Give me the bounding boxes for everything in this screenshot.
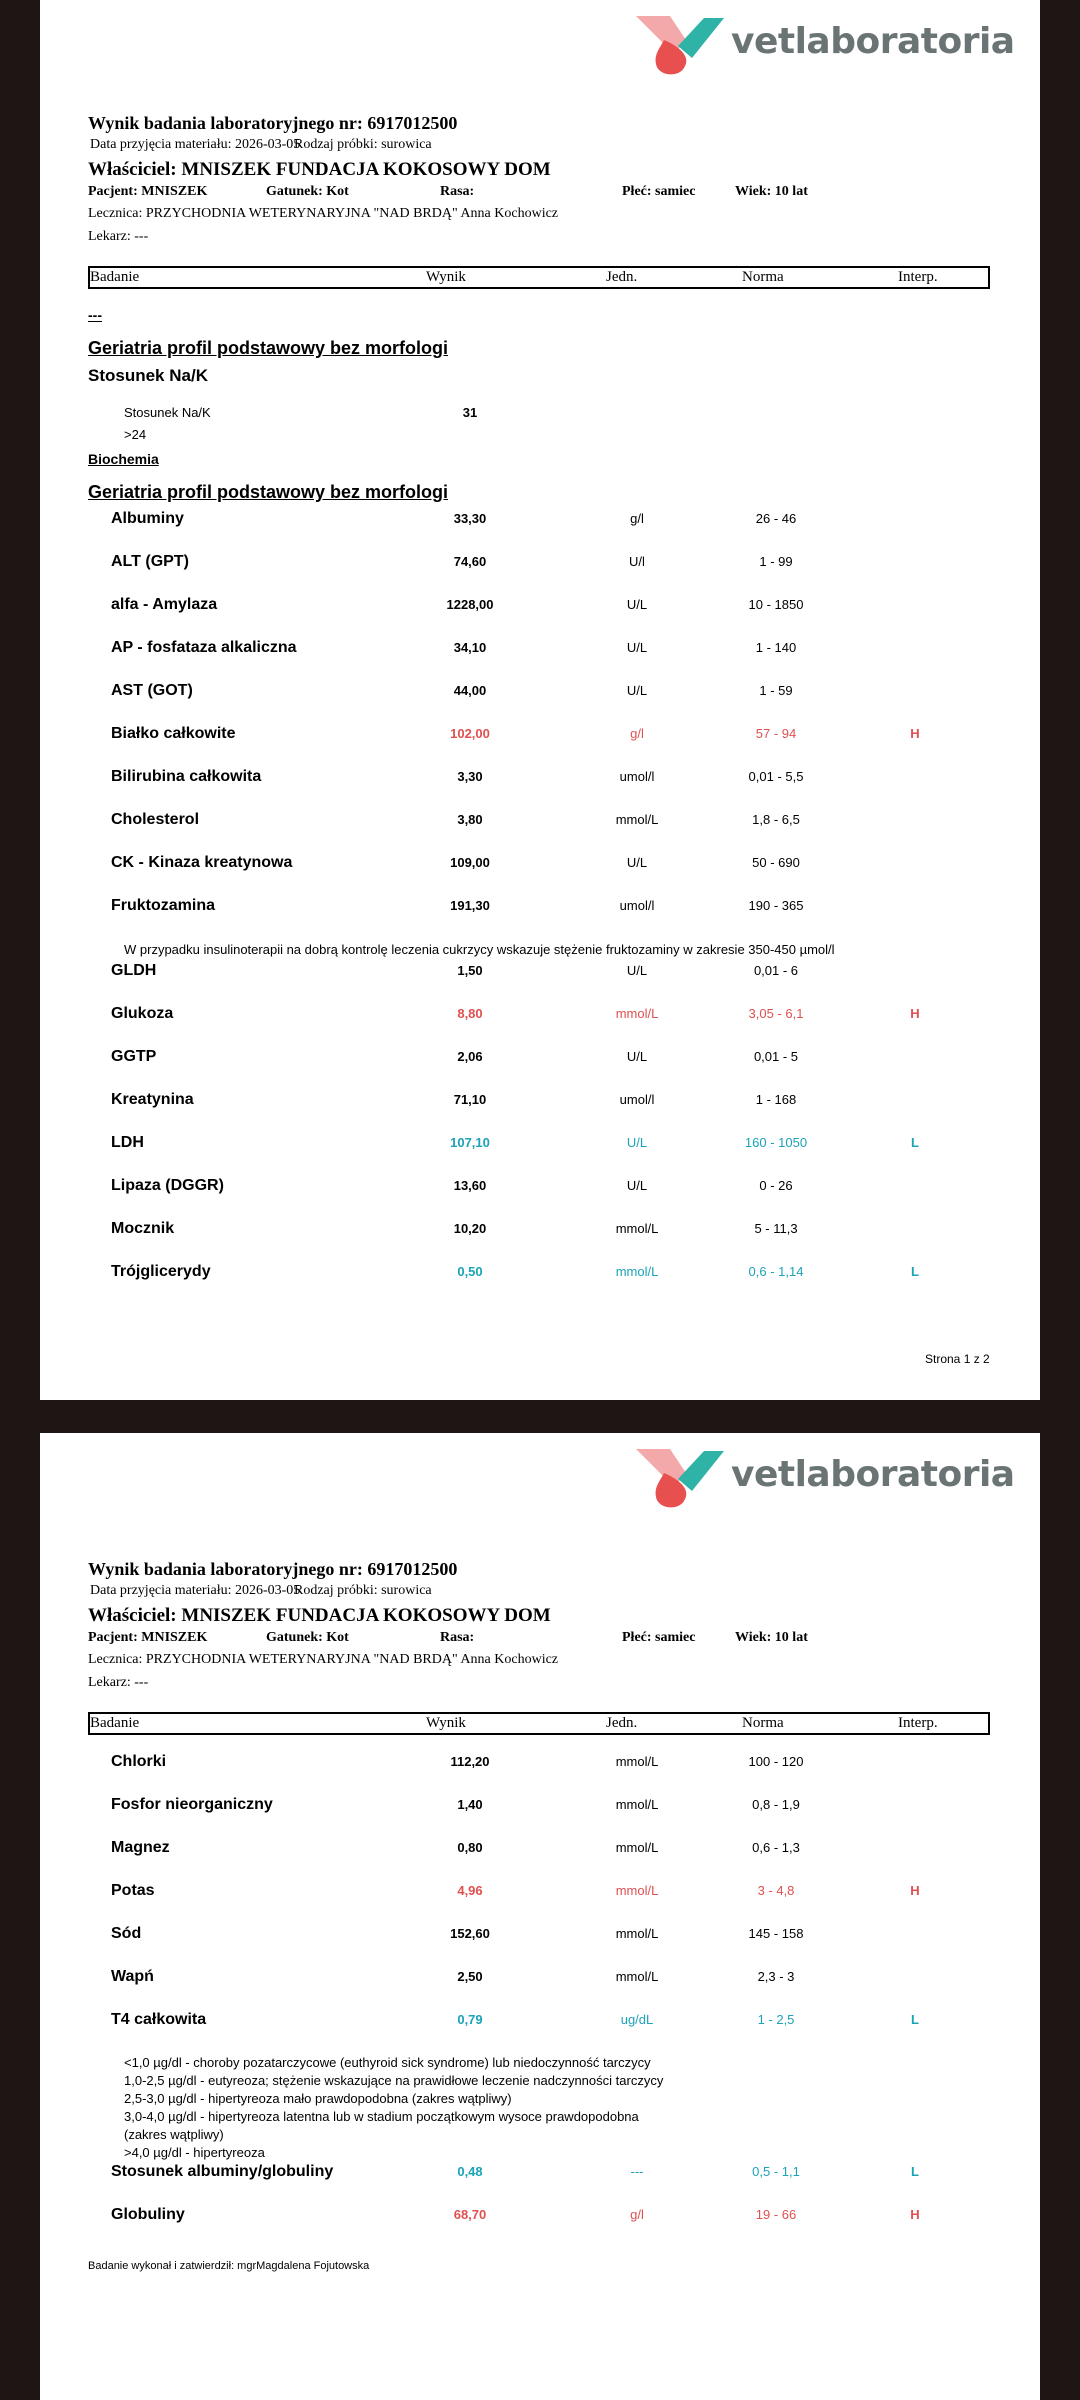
unit: U/L [626, 683, 648, 698]
unit: U/L [626, 1135, 648, 1150]
result-value: 2,06 [457, 1049, 483, 1064]
interpretation-flag: L [911, 2164, 919, 2179]
unit: mmol/L [615, 1006, 659, 1021]
unit: U/L [626, 855, 648, 870]
page-number: Strona 1 z 2 [925, 1352, 990, 1366]
reference-range: 10 - 1850 [748, 597, 804, 612]
result-value: 71,10 [453, 1092, 487, 1107]
ratio-group-title: Stosunek Na/K [88, 366, 208, 385]
report-page-2 [40, 1433, 1040, 2400]
reference-range: 0,8 - 1,9 [752, 1797, 800, 1812]
test-name: ALT (GPT) [111, 553, 189, 570]
table-row [40, 897, 1040, 919]
unit: U/L [626, 640, 648, 655]
result-value: 3,80 [457, 812, 483, 827]
table-row [40, 1091, 1040, 1113]
unit: U/L [626, 963, 648, 978]
owner: Właściciel: MNISZEK FUNDACJA KOKOSOWY DOM [88, 1605, 551, 1626]
profile-title: Geriatria profil podstawowy bez morfologi [88, 482, 449, 502]
result-value: 44,00 [453, 683, 487, 698]
t4-note-line: <1,0 µg/dl - choroby pozatarczycowe (euthyroid sick syndrome) lub niedoczynność tarczycy [124, 2055, 651, 2070]
test-name: Magnez [111, 1839, 170, 1856]
unit: g/l [630, 726, 644, 741]
unit: ug/dL [620, 2012, 654, 2027]
reference-range: 0 - 26 [759, 1178, 793, 1193]
reference-range: 0,01 - 6 [753, 963, 799, 978]
reference-range: 2,3 - 3 [757, 1969, 795, 1984]
unit: --- [630, 2164, 644, 2179]
test-name: Białko całkowite [111, 725, 236, 742]
reference-range: 1 - 99 [759, 554, 793, 569]
unit: mmol/L [615, 812, 659, 827]
result-value: 68,70 [453, 2207, 487, 2222]
interpretation-flag: H [910, 726, 920, 741]
col-norm: Norma [742, 269, 784, 285]
test-name: Albuminy [111, 510, 184, 527]
table-row [40, 596, 1040, 618]
received-date: Data przyjęcia materiału: 2026-03-05 [90, 137, 301, 152]
table-row [40, 553, 1040, 575]
unit: mmol/L [615, 1883, 659, 1898]
col-result: Wynik [426, 1715, 466, 1731]
ratio-name: Stosunek Na/K [124, 405, 211, 420]
age: Wiek: 10 lat [735, 184, 808, 199]
interpretation-flag: H [910, 2207, 920, 2222]
unit: U/L [626, 1178, 648, 1193]
test-name: LDH [111, 1134, 144, 1151]
breed: Rasa: [440, 1630, 475, 1645]
interpretation-flag: L [911, 1135, 919, 1150]
unit: U/L [626, 1049, 648, 1064]
test-name: T4 całkowita [111, 2011, 207, 2028]
reference-range: 145 - 158 [748, 1926, 804, 1941]
test-name: Glukoza [111, 1005, 174, 1022]
unit: umol/l [619, 898, 655, 913]
test-name: Lipaza (DGGR) [111, 1177, 224, 1194]
test-name: Cholesterol [111, 811, 200, 828]
fructosamine-note: W przypadku insulinoterapii na dobrą kontrolę leczenia cukrzycy wskazuje stężenie fruktozaminy w zakresie 350-450 µmol/l [124, 942, 835, 957]
unit: umol/l [619, 1092, 655, 1107]
reference-range: 100 - 120 [748, 1754, 804, 1769]
t4-note-line: 3,0-4,0 µg/dl - hipertyreoza latentna lub w stadium początkowym wysoce prawdopodobna [124, 2109, 639, 2124]
unit: mmol/L [615, 1221, 659, 1236]
table-row [40, 2011, 1040, 2033]
logo-mark-icon [634, 1443, 726, 1513]
clinic: Lecznica: PRZYCHODNIA WETERYNARYJNA "NAD BRDĄ" Anna Kochowicz [88, 206, 559, 221]
unit: mmol/L [615, 1840, 659, 1855]
reference-range: 26 - 46 [755, 511, 797, 526]
result-value: 33,30 [453, 511, 487, 526]
reference-range: 0,6 - 1,3 [752, 1840, 800, 1855]
col-norm: Norma [742, 1715, 784, 1731]
table-row [40, 811, 1040, 833]
reference-range: 0,01 - 5,5 [748, 769, 804, 784]
result-value: 0,80 [457, 1840, 483, 1855]
col-interp: Interp. [898, 269, 938, 285]
result-value: 4,96 [457, 1883, 483, 1898]
result-value: 1,40 [457, 1797, 483, 1812]
reference-range: 19 - 66 [755, 2207, 797, 2222]
table-row [40, 725, 1040, 747]
unit: mmol/L [615, 1797, 659, 1812]
test-name: Trójglicerydy [111, 1263, 211, 1280]
result-value: 8,80 [457, 1006, 483, 1021]
test-name: Globuliny [111, 2206, 185, 2223]
result-value: 102,00 [450, 726, 490, 741]
unit: g/l [630, 2207, 644, 2222]
test-name: Wapń [111, 1968, 154, 1985]
table-row [40, 1925, 1040, 1947]
interpretation-flag: H [910, 1883, 920, 1898]
unit: umol/l [619, 769, 655, 784]
report-title: Wynik badania laboratoryjnego nr: 6917012500 [88, 113, 458, 133]
result-value: 74,60 [453, 554, 487, 569]
species: Gatunek: Kot [266, 1630, 349, 1645]
age: Wiek: 10 lat [735, 1630, 808, 1645]
sex: Płeć: samiec [622, 184, 696, 199]
result-value: 34,10 [453, 640, 487, 655]
unit: g/l [630, 511, 644, 526]
report-title: Wynik badania laboratoryjnego nr: 6917012500 [88, 1559, 458, 1579]
result-value: 112,20 [450, 1754, 490, 1769]
table-row [40, 639, 1040, 661]
reference-range: 1 - 168 [755, 1092, 797, 1107]
test-name: AP - fosfataza alkaliczna [111, 639, 297, 656]
reference-range: 0,6 - 1,14 [748, 1264, 804, 1279]
reference-range: 50 - 690 [752, 855, 800, 870]
reference-range: 1 - 59 [759, 683, 793, 698]
owner: Właściciel: MNISZEK FUNDACJA KOKOSOWY DOM [88, 159, 551, 180]
test-name: CK - Kinaza kreatynowa [111, 854, 293, 871]
test-name: GLDH [111, 962, 157, 979]
result-value: 2,50 [457, 1969, 483, 1984]
result-value: 1228,00 [446, 597, 494, 612]
sample-type: Rodzaj próbki: surowica [294, 137, 432, 152]
test-name: GGTP [111, 1048, 157, 1065]
table-row [40, 510, 1040, 532]
signature-line: Badanie wykonał i zatwierdził: mgrMagdalena Fojutowska [88, 2260, 370, 2272]
doctor: Lekarz: --- [88, 1675, 149, 1690]
reference-range: 1,8 - 6,5 [752, 812, 800, 827]
table-row [40, 1005, 1040, 1027]
patient: Pacjent: MNISZEK [88, 184, 208, 199]
logo-mark-icon [634, 10, 726, 80]
test-name: Fruktozamina [111, 897, 216, 914]
table-row [40, 682, 1040, 704]
col-interp: Interp. [898, 1715, 938, 1731]
unit: mmol/L [615, 1926, 659, 1941]
t4-note-line: 2,5-3,0 µg/dl - hipertyreoza mało prawdopodobna (zakres wątpliwy) [124, 2091, 512, 2106]
reference-range: 0,5 - 1,1 [752, 2164, 800, 2179]
test-name: Chlorki [111, 1753, 167, 1770]
ratio-norm: >24 [124, 427, 147, 442]
vetlaboratoria-logo [634, 10, 1015, 80]
col-test: Badanie [90, 269, 140, 285]
reference-range: 160 - 1050 [744, 1135, 808, 1150]
result-value: 10,20 [453, 1221, 487, 1236]
table-row [40, 1134, 1040, 1156]
unit: U/l [629, 554, 645, 569]
result-value: 3,30 [457, 769, 483, 784]
reference-range: 190 - 365 [748, 898, 804, 913]
result-value: 0,79 [457, 2012, 483, 2027]
brand-name: vetlaboratoria [731, 1454, 1015, 1495]
reference-range: 0,01 - 5 [753, 1049, 799, 1064]
table-row [40, 1177, 1040, 1199]
test-name: Mocznik [111, 1220, 175, 1237]
interpretation-flag: L [911, 1264, 919, 1279]
doctor: Lekarz: --- [88, 229, 149, 244]
result-value: 0,50 [457, 1264, 483, 1279]
col-test: Badanie [90, 1715, 140, 1731]
table-row [40, 1753, 1040, 1775]
test-name: Bilirubina całkowita [111, 768, 262, 785]
interpretation-flag: H [910, 1006, 920, 1021]
table-row [40, 1839, 1040, 1861]
reference-range: 3,05 - 6,1 [748, 1006, 804, 1021]
table-row [40, 1882, 1040, 1904]
t4-note-line: 1,0-2,5 µg/dl - eutyreoza; stężenie wskazujące na prawidłowe leczenie nadczynności tarczycy [124, 2073, 664, 2088]
test-name: Kreatynina [111, 1091, 194, 1108]
table-row [40, 1263, 1040, 1285]
dashes-label: --- [88, 307, 102, 323]
table-row [40, 2206, 1040, 2228]
unit: U/L [626, 597, 648, 612]
reference-range: 5 - 11,3 [754, 1221, 798, 1236]
interpretation-flag: L [911, 2012, 919, 2027]
t4-note-line: (zakres wątpliwy) [124, 2127, 224, 2142]
profile-title: Geriatria profil podstawowy bez morfologi [88, 338, 449, 358]
patient: Pacjent: MNISZEK [88, 1630, 208, 1645]
ratio-value: 31 [462, 405, 478, 420]
col-result: Wynik [426, 269, 466, 285]
result-value: 107,10 [450, 1135, 490, 1150]
table-row [40, 2163, 1040, 2185]
table-row [40, 854, 1040, 876]
test-name: Potas [111, 1882, 155, 1899]
received-date: Data przyjęcia materiału: 2026-03-05 [90, 1583, 301, 1598]
sex: Płeć: samiec [622, 1630, 696, 1645]
results-table-header [88, 266, 990, 289]
result-value: 191,30 [450, 898, 490, 913]
reference-range: 57 - 94 [755, 726, 797, 741]
result-value: 152,60 [450, 1926, 490, 1941]
result-value: 0,48 [457, 2164, 483, 2179]
test-name: AST (GOT) [111, 682, 193, 699]
table-row [40, 1220, 1040, 1242]
reference-range: 1 - 140 [755, 640, 797, 655]
test-name: alfa - Amylaza [111, 596, 218, 613]
breed: Rasa: [440, 184, 475, 199]
clinic: Lecznica: PRZYCHODNIA WETERYNARYJNA "NAD BRDĄ" Anna Kochowicz [88, 1652, 559, 1667]
biochem-label: Biochemia [88, 451, 159, 467]
reference-range: 3 - 4,8 [757, 1883, 795, 1898]
test-name: Sód [111, 1925, 142, 1942]
vetlaboratoria-logo [634, 1443, 1015, 1513]
col-unit: Jedn. [606, 1715, 638, 1731]
unit: mmol/L [615, 1264, 659, 1279]
results-table-header [88, 1712, 990, 1735]
table-row [40, 1048, 1040, 1070]
test-name: Stosunek albuminy/globuliny [111, 2163, 334, 2180]
col-unit: Jedn. [606, 269, 638, 285]
table-row [40, 768, 1040, 790]
report-page-1 [40, 0, 1040, 1400]
reference-range: 1 - 2,5 [757, 2012, 795, 2027]
result-value: 1,50 [457, 963, 483, 978]
t4-note-line: >4,0 µg/dl - hipertyreoza [124, 2145, 265, 2160]
table-row [40, 962, 1040, 984]
sample-type: Rodzaj próbki: surowica [294, 1583, 432, 1598]
result-value: 13,60 [453, 1178, 487, 1193]
table-row [40, 1968, 1040, 1990]
table-row [40, 1796, 1040, 1818]
result-value: 109,00 [450, 855, 490, 870]
test-name: Fosfor nieorganiczny [111, 1796, 273, 1813]
unit: mmol/L [615, 1754, 659, 1769]
unit: mmol/L [615, 1969, 659, 1984]
species: Gatunek: Kot [266, 184, 349, 199]
brand-name: vetlaboratoria [731, 21, 1015, 62]
